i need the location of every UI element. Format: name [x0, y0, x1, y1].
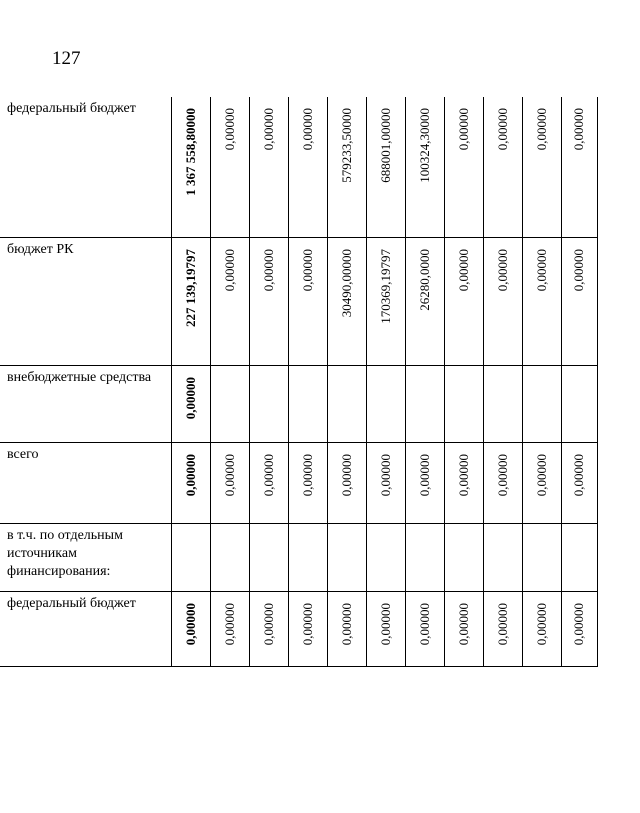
- cell-value: 0,00000: [221, 453, 237, 496]
- value-cell: [444, 523, 483, 591]
- cell-value: 0,00000: [260, 248, 276, 291]
- value-cell: [405, 442, 444, 523]
- row-label-cell: [0, 365, 171, 442]
- value-cell: [249, 591, 288, 666]
- value-cell: [288, 237, 327, 365]
- total-value: 1 367 558,80000: [182, 108, 198, 196]
- value-cell: [366, 365, 405, 442]
- table-row: [0, 591, 597, 666]
- value-cell: [249, 442, 288, 523]
- cell-value: 0,00000: [494, 108, 510, 151]
- cell-value: 100324,30000: [416, 108, 432, 183]
- value-cell: [405, 97, 444, 237]
- row-label: всего: [7, 446, 39, 462]
- cell-value: 30490,00000: [338, 248, 354, 317]
- value-cell: [405, 591, 444, 666]
- cell-value: 0,00000: [221, 108, 237, 151]
- table-row: [0, 442, 597, 523]
- table-row: [0, 237, 597, 365]
- cell-value: 0,00000: [338, 453, 354, 496]
- cell-value: 0,00000: [455, 453, 471, 496]
- cell-value: 0,00000: [455, 108, 471, 151]
- cell-value: 0,00000: [494, 453, 510, 496]
- cell-value: 0,00000: [571, 108, 586, 151]
- value-cell: [327, 442, 366, 523]
- total-cell: [171, 97, 210, 237]
- value-cell: [327, 237, 366, 365]
- cell-value: 0,00000: [533, 602, 549, 645]
- cell-value: 0,00000: [299, 248, 315, 291]
- cell-value: 0,00000: [416, 602, 432, 645]
- table-row: [0, 523, 597, 591]
- cell-value: 0,00000: [533, 453, 549, 496]
- row-label: бюджет РК: [7, 241, 74, 257]
- cell-value: 0,00000: [260, 453, 276, 496]
- value-cell: [327, 365, 366, 442]
- value-cell: [522, 523, 561, 591]
- value-cell: [210, 237, 249, 365]
- value-cell: [249, 365, 288, 442]
- cell-value: 688001,00000: [377, 108, 393, 183]
- table-row: [0, 365, 597, 442]
- value-cell: [522, 442, 561, 523]
- cell-value: 0,00000: [416, 453, 432, 496]
- cell-value: 579233,50000: [338, 108, 354, 183]
- value-cell: [366, 237, 405, 365]
- cell-value: 0,00000: [571, 248, 586, 291]
- row-label-cell: [0, 237, 171, 365]
- total-cell: [171, 365, 210, 442]
- cell-value: 0,00000: [571, 453, 586, 496]
- value-cell: [561, 97, 597, 237]
- value-cell: [483, 237, 522, 365]
- total-cell: [171, 523, 210, 591]
- value-cell: [210, 442, 249, 523]
- cell-value: 0,00000: [494, 602, 510, 645]
- cell-value: 0,00000: [299, 108, 315, 151]
- row-label: федеральный бюджет: [7, 101, 136, 116]
- total-value: 0,00000: [182, 602, 198, 645]
- cell-value: 0,00000: [571, 602, 586, 645]
- cell-value: 0,00000: [221, 248, 237, 291]
- cell-value: 0,00000: [455, 602, 471, 645]
- value-cell: [522, 591, 561, 666]
- cell-value: 0,00000: [533, 248, 549, 291]
- cell-value: 0,00000: [260, 602, 276, 645]
- value-cell: [561, 591, 597, 666]
- cell-value: 0,00000: [455, 248, 471, 291]
- page-number: 127: [52, 48, 81, 69]
- value-cell: [405, 237, 444, 365]
- value-cell: [561, 442, 597, 523]
- cell-value: 0,00000: [260, 108, 276, 151]
- total-value: 0,00000: [182, 376, 198, 419]
- value-cell: [210, 365, 249, 442]
- total-cell: [171, 591, 210, 666]
- value-cell: [561, 237, 597, 365]
- cell-value: 0,00000: [533, 108, 549, 151]
- value-cell: [249, 237, 288, 365]
- cell-value: 0,00000: [338, 602, 354, 645]
- value-cell: [444, 97, 483, 237]
- row-label-cell: [0, 442, 171, 523]
- total-value: 0,00000: [182, 453, 198, 496]
- total-cell: [171, 237, 210, 365]
- row-label: в т.ч. по отдельным источникам финансирования:: [7, 527, 123, 579]
- value-cell: [561, 523, 597, 591]
- value-cell: [483, 442, 522, 523]
- table-row: [0, 97, 597, 237]
- value-cell: [483, 97, 522, 237]
- value-cell: [288, 591, 327, 666]
- total-value: 227 139,19797: [182, 248, 198, 327]
- value-cell: [522, 97, 561, 237]
- value-cell: [405, 365, 444, 442]
- value-cell: [483, 591, 522, 666]
- value-cell: [444, 365, 483, 442]
- value-cell: [522, 237, 561, 365]
- value-cell: [444, 591, 483, 666]
- value-cell: [288, 97, 327, 237]
- value-cell: [288, 442, 327, 523]
- value-cell: [366, 442, 405, 523]
- value-cell: [366, 97, 405, 237]
- row-label: федеральный бюджет: [7, 595, 136, 611]
- value-cell: [561, 365, 597, 442]
- value-cell: [366, 523, 405, 591]
- value-cell: [444, 442, 483, 523]
- value-cell: [405, 523, 444, 591]
- value-cell: [249, 97, 288, 237]
- value-cell: [483, 365, 522, 442]
- value-cell: [366, 591, 405, 666]
- value-cell: [522, 365, 561, 442]
- row-label-cell: [0, 523, 171, 591]
- value-cell: [210, 591, 249, 666]
- cell-value: 0,00000: [299, 453, 315, 496]
- value-cell: [483, 523, 522, 591]
- cell-value: 170369,19797: [377, 248, 393, 324]
- value-cell: [327, 591, 366, 666]
- cell-value: 0,00000: [299, 602, 315, 645]
- cell-value: 0,00000: [494, 248, 510, 291]
- value-cell: [210, 97, 249, 237]
- cell-value: 0,00000: [377, 453, 393, 496]
- cell-value: 0,00000: [377, 602, 393, 645]
- value-cell: [288, 523, 327, 591]
- value-cell: [444, 237, 483, 365]
- value-cell: [327, 523, 366, 591]
- row-label-cell: [0, 97, 171, 237]
- value-cell: [327, 97, 366, 237]
- cell-value: 26280,0000: [416, 248, 432, 311]
- budget-table: [0, 97, 598, 667]
- total-cell: [171, 442, 210, 523]
- value-cell: [288, 365, 327, 442]
- value-cell: [210, 523, 249, 591]
- row-label: внебюджетные средства: [7, 369, 152, 385]
- value-cell: [249, 523, 288, 591]
- cell-value: 0,00000: [221, 602, 237, 645]
- row-label-cell: [0, 591, 171, 666]
